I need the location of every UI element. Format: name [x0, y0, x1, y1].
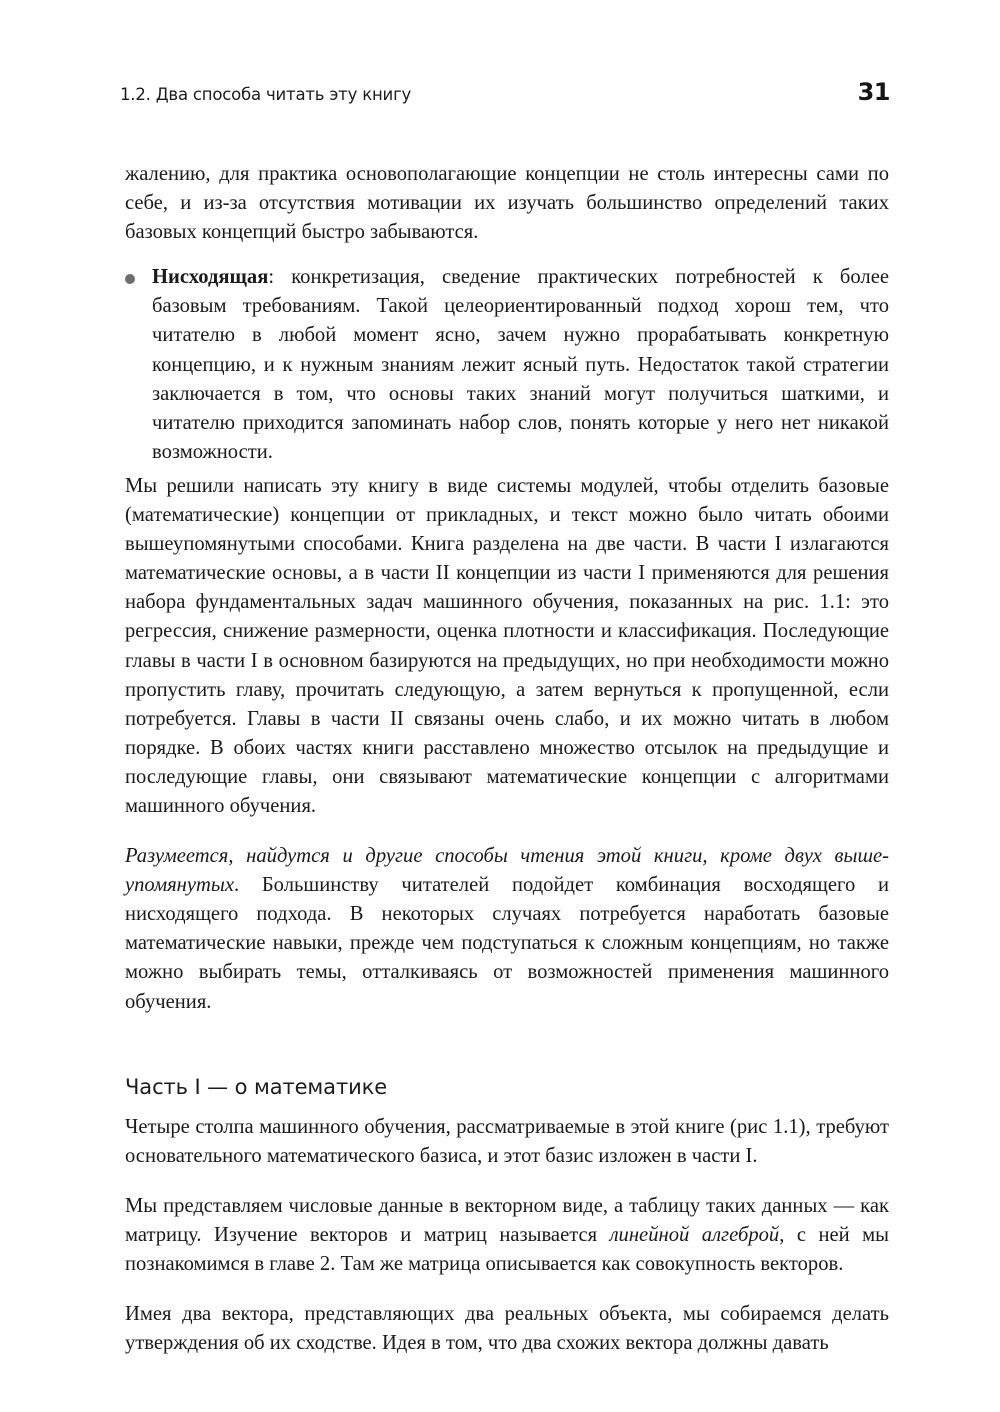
list-item-term: Нисходящая	[152, 266, 269, 289]
spacer	[125, 1033, 889, 1073]
paragraph-similarity: Имея два вектора, представляющих два реальных объекта, мы собираемся делать утверждения об их сходстве. Идея в том, что два схожих вектора должны давать	[125, 1303, 889, 1355]
paragraph-continued: жалению, для практика основополагающие концепции не столь интересны сами по себе, и из-за отсутствия мотивации их изучать большинство определений таких базовых концепций быстро забываются.	[125, 163, 889, 244]
paragraph-pillars: Четыре столпа машинного обучения, рассматриваемые в этой книге (рис 1.1), требуют основательного математического базиса, и этот базис изложен в части I.	[125, 1115, 889, 1167]
text-column	[125, 160, 889, 1358]
paragraph-vectors-after-italic: , с ней мы познакомимся в главе 2. Там же матрица описывается как совокупность векторов.	[125, 1223, 889, 1275]
paragraph-vectors	[125, 1192, 889, 1279]
paragraph-other-ways-italic-lead: Разумеется, найдутся и другие способы чтения этой книги, кроме двух вышеупомянутых	[125, 845, 889, 897]
paragraph-vectors-italic-term: линейной алгеброй	[609, 1223, 780, 1246]
paragraph-modules: Мы решили написать эту книгу в виде системы модулей, чтобы отделить базовые (математические) концепции от прикладных, и текст можно было читать обоими вышеупомянутыми способами. Книга разделена на две части. В части I излагаются математические основы, а в части II концепции из части I применяются для решения набора фундаментальных задач машинного обучения, показанных на рис. 1.1: это регрессия, снижение размерности, оценка плотности и классификация. Последующие главы в части I в основном базируются на предыдущих, но при необходимости можно пропустить главу, прочитать следующую, а затем вернуться к пропущенной, если потребуется. Главы в части II связаны очень слабо, и их можно читать в любом порядке. В обоих частях книги расставлено множество отсылок на предыдущие и последующие главы, они связывают математические концепции с алгоритмами машинного обучения.	[125, 474, 889, 817]
paragraph-other-ways-rest: . Большинству читателей подойдет комбинация восходящего и нисходящего подхода. В некоторых случаях потребуется наработать базовые математические навыки, прежде чем подступаться к сложным концепциям, но также можно выбирать темы, отталкиваясь от возможностей применения машинного обучения.	[125, 874, 889, 1013]
bullet-icon	[125, 274, 135, 284]
running-head	[120, 78, 890, 110]
section-heading: Часть I — о математике	[125, 1074, 388, 1099]
paragraph-other-ways	[125, 842, 889, 1017]
list-item-text: конкретизация, сведение практических потребностей к более базовым требованиям. Такой целеориентированный подход хорош тем, что читателю в любой момент ясно, зачем нужно прорабатывать конкретную концепцию, и к нужным знаниям лежит ясный путь. Недостаток такой стратегии заключается в том, что основы таких знаний могут получиться шаткими, и читателю приходится запоминать набор слов, понять которые у него нет никакой возможности.	[152, 266, 889, 463]
running-head-title: 1.2. Два способа читать эту книгу	[120, 85, 412, 104]
list-item-separator: :	[268, 266, 275, 289]
paragraph-vectors-before-italic: Мы представляем числовые данные в векторном виде, а таблицу таких данных — как матрицу. Изучение векторов и матриц называется	[125, 1194, 889, 1246]
list-item	[125, 263, 889, 467]
bullet-list	[125, 263, 889, 467]
page-number: 31	[857, 78, 890, 106]
